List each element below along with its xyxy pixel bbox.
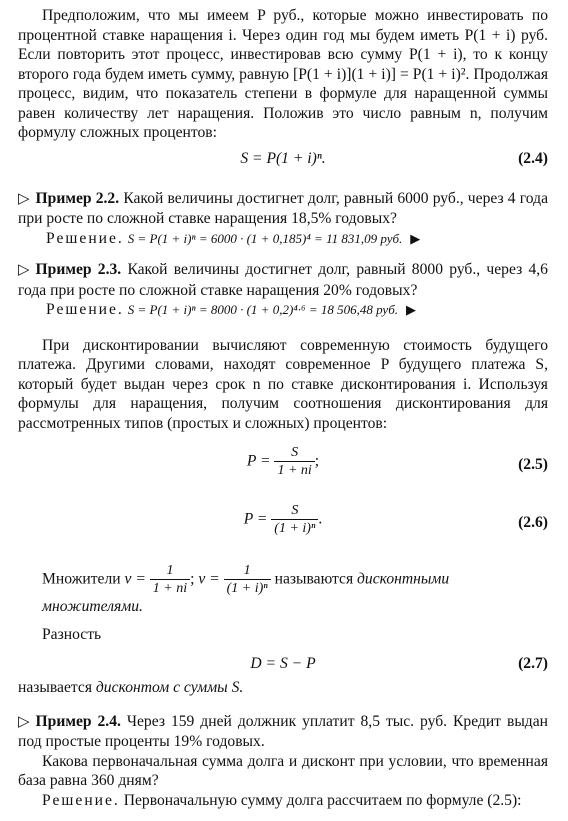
solution-text: Первоначальную сумму долга рассчитаем по формуле (2.5): [123, 791, 522, 809]
v2-fraction [224, 563, 271, 597]
denominator: (1 + i)ⁿ [271, 519, 318, 537]
multipliers-word: Множители [42, 570, 121, 588]
textbook-page [18, 6, 548, 810]
triangle-right-filled-icon: ▶ [410, 230, 421, 246]
example-2-3 [18, 260, 548, 320]
equation-lhs: P = [243, 510, 268, 528]
called-text: называется [18, 679, 93, 696]
numerator: S [291, 503, 299, 518]
equation-2-5 [18, 441, 548, 493]
discount-term: дисконтом с суммы S. [95, 679, 244, 696]
example-text: Какой величины достигнет долг, равный 6000 руб., через 4 года при росте по сложной ставке наращения 18,5% годовых? [18, 189, 548, 227]
denominator: 1 + ni [274, 461, 314, 479]
example-label: Пример 2.2. [35, 189, 120, 207]
numerator: 1 [243, 563, 251, 578]
denominator: 1 + ni [150, 579, 190, 597]
fraction [274, 445, 314, 479]
example-label: Пример 2.3. [35, 261, 122, 278]
equation-tail: . [318, 510, 323, 528]
equation-number: (2.6) [518, 514, 548, 531]
numerator: 1 [166, 563, 174, 578]
solution-label: Решение. [42, 791, 120, 809]
triangle-right-outline-icon: ▷ [18, 190, 30, 207]
example-text: Через 159 дней должник уплатит 8,5 тыс. руб. Кредит выдан под простые проценты 19% годовых. [18, 712, 548, 750]
solution-label: Решение. [46, 301, 124, 318]
equation-2-4 [18, 143, 548, 177]
triangle-right-outline-icon: ▷ [18, 262, 30, 278]
equation-lhs: P = [246, 452, 271, 470]
formula: S = P(1 + i)ⁿ. [240, 149, 326, 167]
v1-lhs: v = [124, 570, 146, 588]
solution-formula: S = P(1 + i)ⁿ = 8000 · (1 + 0,2)⁴·⁶ = 18 506,48 руб. [127, 302, 398, 317]
triangle-right-outline-icon: ▷ [18, 713, 30, 730]
multipliers-term: дисконтными множителями. [42, 570, 450, 615]
equation-2-6 [18, 499, 548, 557]
solution-formula: S = P(1 + i)ⁿ = 6000 · (1 + 0,185)⁴ = 11 831,09 руб. [127, 230, 403, 246]
triangle-right-filled-icon: ▶ [406, 302, 416, 317]
equation-number: (2.5) [518, 456, 548, 473]
formula: D = S − P [250, 655, 316, 672]
intro-paragraph: Предположим, что мы имеем P руб., которые можно инвестировать по процентной ставке наращения i. Через один год мы будем иметь P(1 + i) руб. Если повторить этот процесс, инвестировав всю сумму P(1 + i), то к концу второго года будем иметь сумму, равную [P(1 + i)](1 + i)] = P(1 + i)². Продолжая процесс, видим, что показатель степени в формуле для наращенной суммы равен количеству лет наращения. Положив это число равным n, получим формулу сложных процентов: [18, 7, 548, 141]
example-question: Какова первоначальная сумма долга и дисконт при условии, что временная база равна 360 дням? [18, 752, 548, 789]
called-text: называются [274, 570, 354, 588]
equation-number: (2.4) [518, 149, 548, 167]
discount-definition [18, 678, 548, 698]
example-label: Пример 2.4. [35, 712, 121, 730]
v1-fraction [150, 563, 190, 597]
solution-label: Решение. [46, 229, 124, 247]
example-text: Какой величины достигнет долг, равный 8000 руб., через 4,6 года при росте по сложной ставке наращения 20% годовых? [18, 261, 548, 299]
example-2-4 [18, 712, 548, 811]
equation-tail: ; [314, 452, 320, 470]
difference-label: Разность [42, 625, 102, 643]
equation-2-7 [18, 648, 548, 678]
v2-lhs: v = [198, 570, 220, 588]
numerator: S [291, 445, 299, 460]
separator: ; [190, 570, 195, 588]
multipliers-line [18, 563, 548, 617]
discount-paragraph: При дисконтировании вычисляют современную стоимость будущего платежа. Другими словами, находят современное P будущего платежа S, который будет выдан через срок n по ставке дисконтирования i. Используя формулы для наращения, получим соотношения дисконтирования для рассмотренных типов (простых и сложных) процентов: [18, 336, 548, 432]
fraction [271, 503, 318, 537]
denominator: (1 + i)ⁿ [224, 579, 271, 597]
example-2-2 [18, 189, 548, 249]
equation-number: (2.7) [518, 655, 548, 672]
